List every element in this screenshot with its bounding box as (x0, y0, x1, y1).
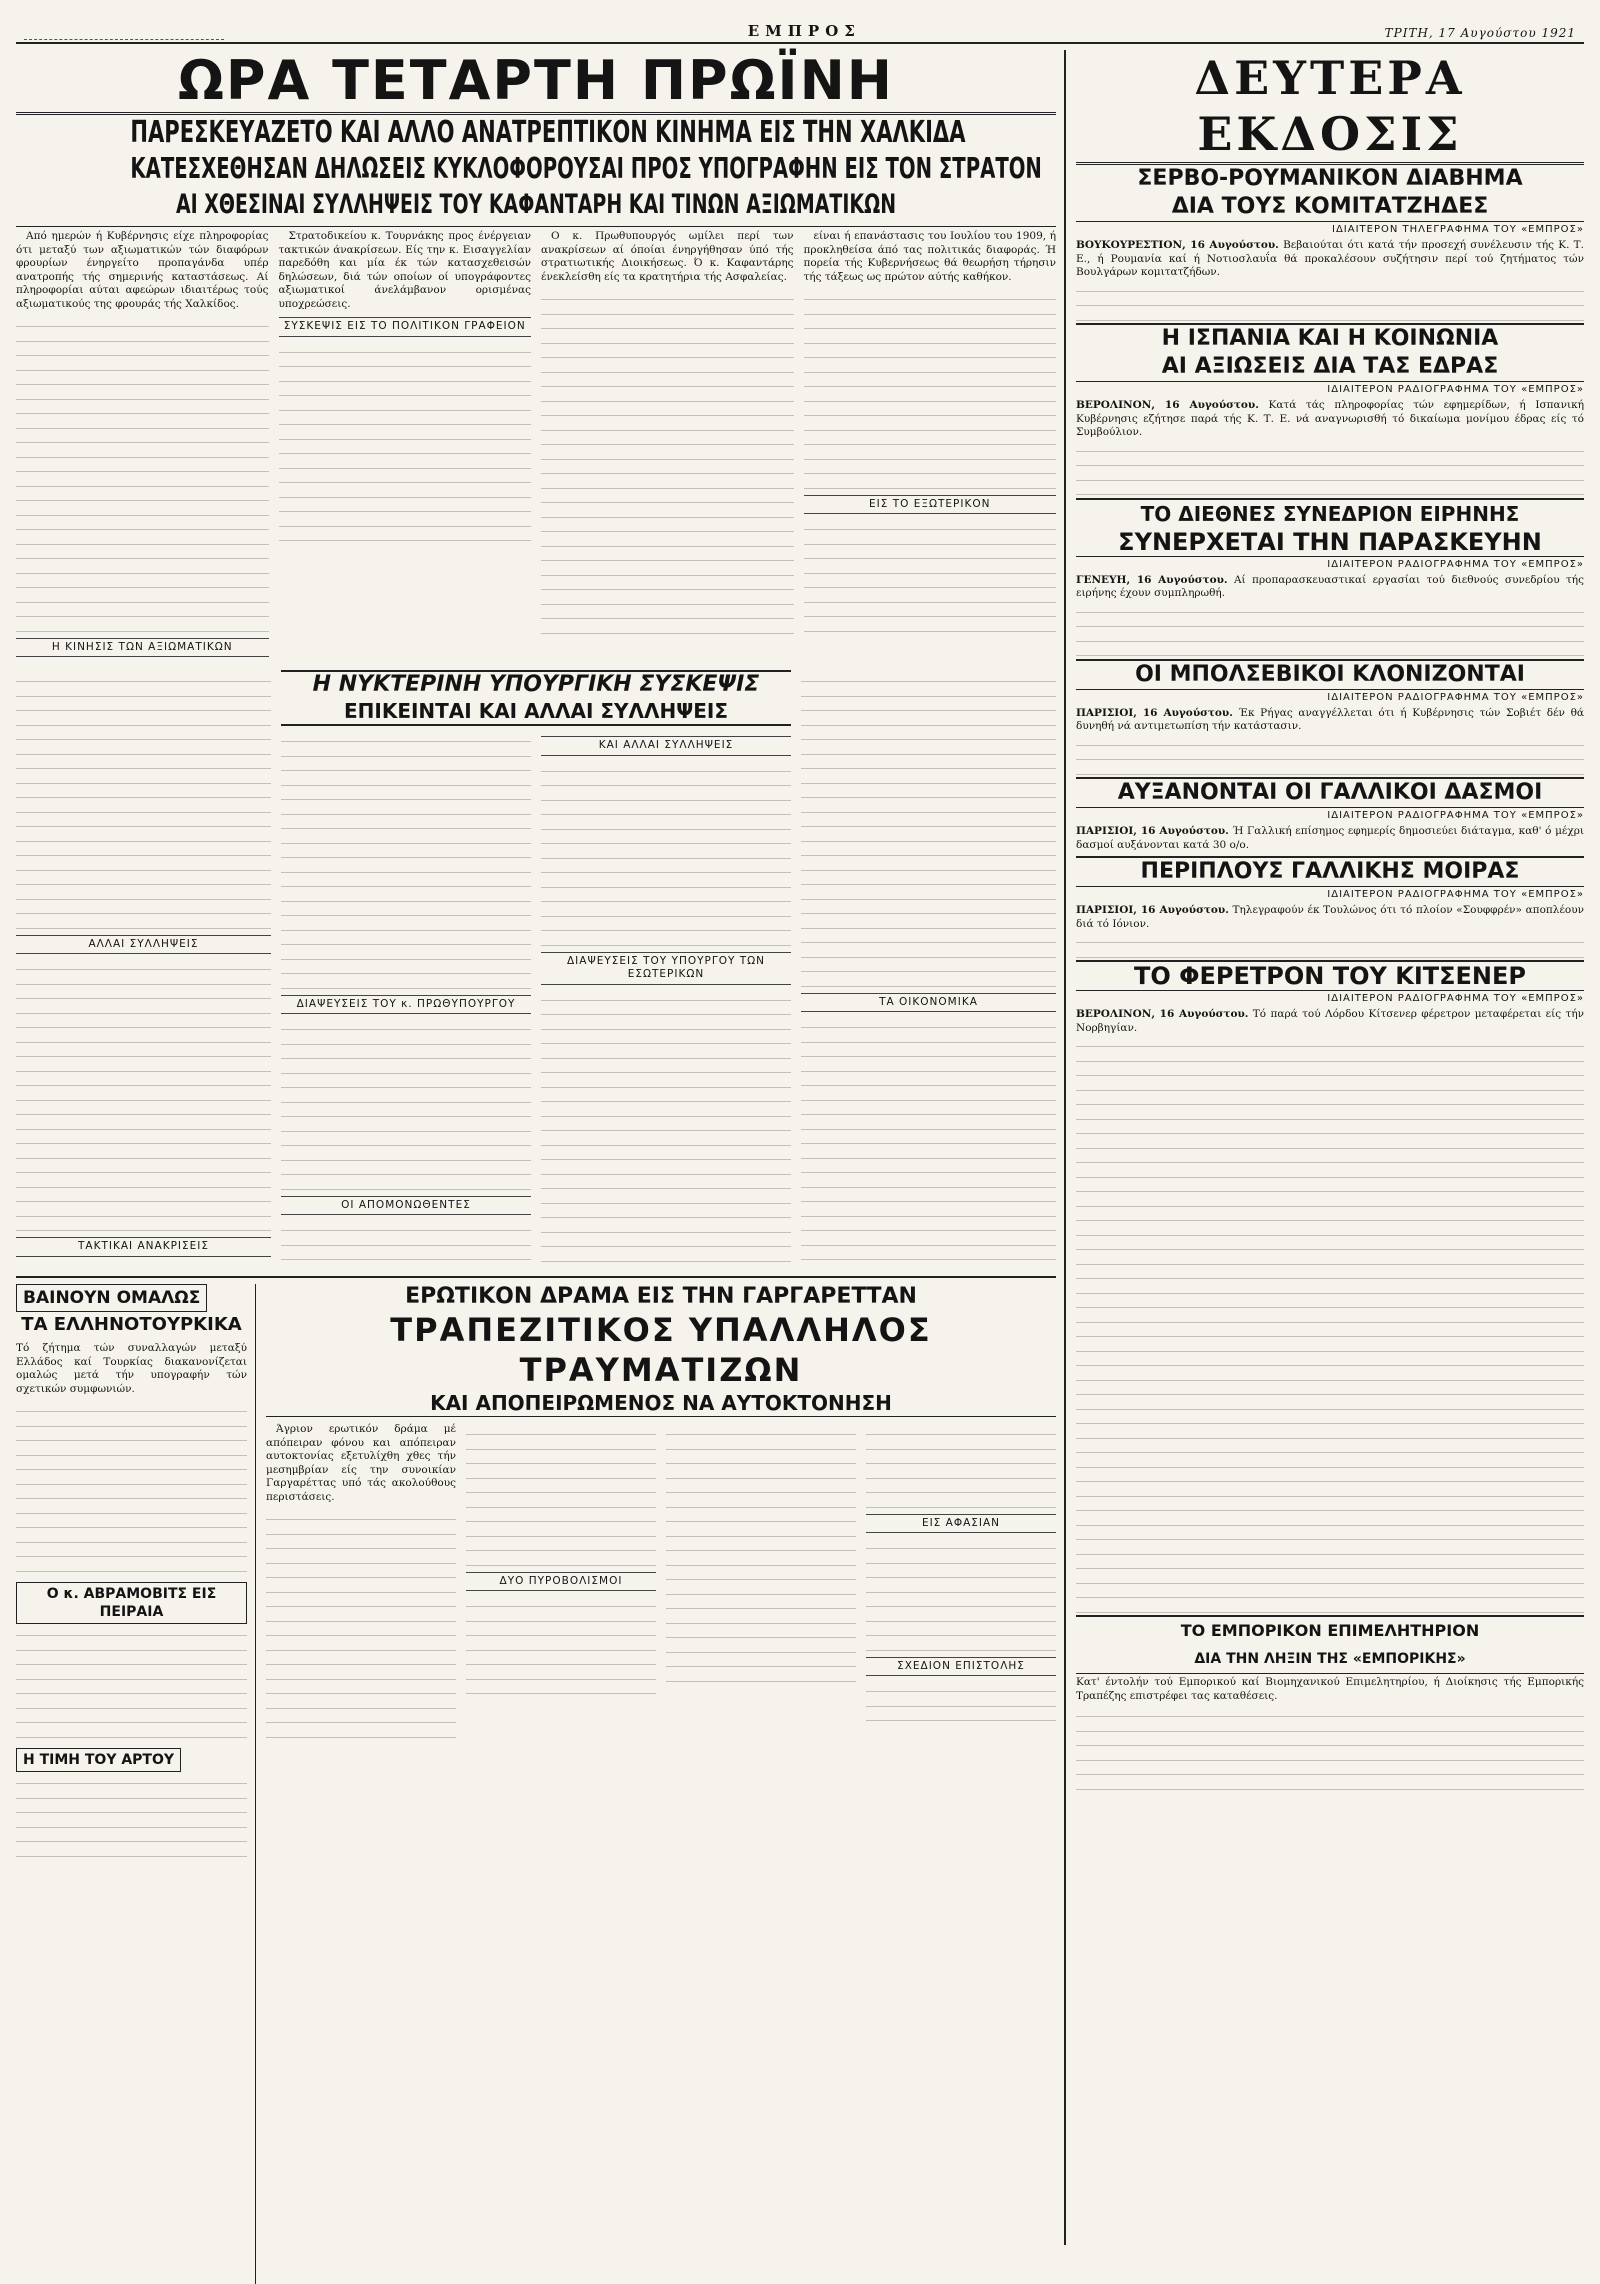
side-h3a: ΤΟ ΔΙΕΘΝΕΣ ΣΥΝΕΔΡΙΟΝ ΕΙΡΗΝΗΣ (1076, 498, 1584, 528)
side-lines-2 (1076, 440, 1584, 496)
headline-rule (16, 226, 1056, 227)
middle-col-b-lines-2 (541, 989, 791, 1271)
column-1-cont (16, 670, 271, 1270)
middle-center-columns (281, 730, 791, 1270)
side-radio-tag-2: ΙΔΙΑΙΤΕΡΟΝ ΡΑΔΙΟΓΡΑΦΗΜΑ ΤΟΥ «ΕΜΠΡΟΣ» (1327, 384, 1584, 395)
subhead-other-arrests: ΑΛΛΑΙ ΣΥΛΛΗΨΕΙΣ (16, 935, 271, 955)
top-columns (16, 230, 1056, 670)
mid-headline-2: ΕΠΙΚΕΙΝΤΑΙ ΚΑΙ ΑΛΛΑΙ ΣΥΛΛΗΨΕΙΣ (281, 698, 791, 726)
left-headline-3: Ο κ. ΑΒΡΑΜΟΒΙΤΣ ΕΙΣ ΠΕΙΡΑΙΑ (16, 1582, 247, 1624)
side-story-1 (1076, 239, 1584, 280)
drama-section-3: ΣΧΕΔΙΟΝ ΕΠΙΣΤΟΛΗΣ (866, 1657, 1056, 1677)
drama-paragraph: Άγριον ερωτικόν δράμα μέ απόπειραν φόνου και απόπειραν αυτοκτονίας εξετυλίχθη χθες τήν μεσημβρίαν είς την συνοικίαν Γαργαρέττας υπό τάς ακολούθους περιστάσεις. (266, 1423, 456, 1503)
side-wire-tag-1: ΙΔΙΑΙΤΕΡΟΝ ΤΗΛΕΓΡΑΦΗΜΑ ΤΟΥ «ΕΜΠΡΟΣ» (1332, 224, 1584, 235)
side-story-3 (1076, 574, 1584, 601)
paper-name: ΕΜΠΡΟΣ (747, 22, 861, 40)
drama-subheadline: ΚΑΙ ΑΠΟΠΕΙΡΩΜΕΝΟΣ ΝΑ ΑΥΤΟΚΤΟΝΗΣΗ (266, 1390, 1056, 1417)
main-section (16, 50, 1066, 2245)
drama-kicker: ΕΡΩΤΙΚΟΝ ΔΡΑΜΑ ΕΙΣ ΤΗΝ ΓΑΡΓΑΡΕΤΤΑΝ (405, 1284, 917, 1309)
headline-2: ΚΑΤΕΣΧΕΘΗΣΑΝ ΔΗΛΩΣΕΙΣ ΚΥΚΛΟΦΟΡΟΥΣΑΙ ΠΡΟΣ ΥΠΟΓΡΑΦΗΝ ΕΙΣ ΤΟΝ ΣΤΡΑΤΟΝ (130, 152, 1042, 185)
newspaper-page (16, 16, 1584, 2249)
drama-col-2-lines (466, 1423, 656, 1566)
side-dateline-2: ΒΕΡΟΛΙΝΟΝ, 16 Αυγούστου. (1076, 399, 1259, 411)
side-h2a: Η ΙΣΠΑΝΙΑ ΚΑΙ Η ΚΟΙΝΩΝΙΑ (1076, 323, 1584, 353)
middle-col-a-lines-2 (281, 1018, 531, 1190)
side-paragraph-6: Τηλεγραφούν έκ Τουλώνος ότι τό πλοίον «Σουφφρέν» αποπλέουν διά τό Ιόνιον. (1076, 904, 1584, 930)
side-dateline-4: ΠΑΡΙΣΙΟΙ, 16 Αυγούστου. (1076, 706, 1233, 719)
page-body (16, 50, 1584, 2245)
side-h4: ΟΙ ΜΠΟΛΣΕΒΙΚΟΙ ΚΛΟΝΙΖΟΝΤΑΙ (1076, 659, 1584, 690)
bottom-section (16, 1276, 1056, 2284)
middle-col-a-lines-3 (281, 1219, 531, 1270)
drama-columns (266, 1423, 1056, 1740)
column-4-cont-lines-2 (801, 1016, 1056, 1270)
mid-headline-1: Η ΝΥΚΤΕΡΙΝΗ ΥΠΟΥΡΓΙΚΗ ΣΥΣΚΕΨΙΣ (281, 670, 791, 698)
masthead (16, 16, 1584, 44)
drama-col-4-lines-3 (866, 1680, 1056, 1721)
side-lines-6 (1076, 931, 1584, 958)
side-story-6 (1076, 904, 1584, 931)
subhead-isolated: ΟΙ ΑΠΟΜΟΝΩΘΕΝΤΕΣ (281, 1196, 531, 1216)
side-h2b: ΑΙ ΑΞΙΩΣΕΙΣ ΔΙΑ ΤΑΣ ΕΔΡΑΣ (1076, 353, 1584, 382)
issue-date: ΤΡΙΤΗ, 17 Αυγούστου 1921 (1384, 26, 1576, 40)
column-3-text-lines (541, 288, 794, 634)
side-radio-tag-7: ΙΔΙΑΙΤΕΡΟΝ ΡΑΔΙΟΓΡΑΦΗΜΑ ΤΟΥ «ΕΜΠΡΟΣ» (1327, 993, 1584, 1004)
edition-banner: ΩΡΑ ΤΕΤΑΡΤΗ ΠΡΩΪΝΗ (16, 50, 1056, 115)
side-radio-tag-6: ΙΔΙΑΙΤΕΡΟΝ ΡΑΔΙΟΓΡΑΦΗΜΑ ΤΟΥ «ΕΜΠΡΟΣ» (1327, 889, 1584, 900)
column-4-cont (801, 670, 1056, 1270)
column-4-text-lines (804, 288, 1057, 489)
side-h1b: ΔΙΑ ΤΟΥΣ ΚΟΜΙΤΑΤΖΗΔΕΣ (1076, 193, 1584, 222)
subhead-economics: ΤΑ ΟΙΚΟΝΟΜΙΚΑ (801, 993, 1056, 1013)
masthead-left-rule (24, 39, 224, 40)
left-headline-4: Η ΤΙΜΗ ΤΟΥ ΑΡΤΟΥ (16, 1748, 181, 1772)
bottom-left-column (16, 1284, 256, 2284)
middle-col-b (541, 730, 791, 1270)
middle-col-a (281, 730, 531, 1270)
drama-headline: ΤΡΑΠΕΖΙΤΙΚΟΣ ΥΠΑΛΛΗΛΟΣ ΤΡΑΥΜΑΤΙΖΩΝ (390, 1311, 932, 1389)
side-story-5 (1076, 825, 1584, 852)
side-h6: ΠΕΡΙΠΛΟΥΣ ΓΑΛΛΙΚΗΣ ΜΟΙΡΑΣ (1076, 856, 1584, 887)
drama-col-1-lines (266, 1508, 456, 1738)
side-lines-7 (1076, 1035, 1584, 1613)
second-edition-section (1066, 50, 1584, 2245)
subhead-interior-denials: ΔΙΑΨΕΥΣΕΙΣ ΤΟΥ ΥΠΟΥΡΓΟΥ ΤΩΝ ΕΣΩΤΕΡΙΚΩΝ (541, 952, 791, 985)
drama-col-3-lines (666, 1423, 856, 1682)
column-4-paragraph: είναι ή επανάστασις του Ιουλίου του 1909, ή προκληθείσα άπό τας πολιτικάς διαφοράς. Ή πορεία τής Κυβερνήσεως θά θεωρήση τήρησιν τής τάξεως ως πρώτον αύτής καθήκον. (803, 230, 1056, 283)
side-paragraph-7: Τό παρά τού Λόρδου Κίτσενερ φέρετρον μεταφέρεται είς τήν Νορβηγίαν. (1076, 1008, 1584, 1034)
headline-3: ΑΙ ΧΘΕΣΙΝΑΙ ΣΥΛΛΗΨΕΙΣ ΤΟΥ ΚΑΦΑΝΤΑΡΗ ΚΑΙ ΤΙΝΩΝ ΑΞΙΩΜΑΤΙΚΩΝ (175, 189, 897, 220)
column-3 (541, 230, 794, 670)
side-paragraph-1: Βεβαιούται ότι κατά τήν προσεχή συνέλευσιν τής Κ. Τ. Ε., ή Ρουμανία καί ή Νοτιοσλαυΐα θά προκαλέσουν συζήτησιν περί τού ζητήματος τών Βουλγάρων κομιτατζήδων. (1076, 239, 1584, 278)
column-1-text-lines-2 (16, 661, 269, 670)
side-radio-tag-3: ΙΔΙΑΙΤΕΡΟΝ ΡΑΔΙΟΓΡΑΦΗΜΑ ΤΟΥ «ΕΜΠΡΟΣ» (1327, 558, 1584, 570)
second-edition-banner: ΔΕΥΤΕΡΑ ΕΚΔΟΣΙΣ (1076, 50, 1584, 165)
side-h5: ΑΥΞΑΝΟΝΤΑΙ ΟΙ ΓΑΛΛΙΚΟΙ ΔΑΣΜΟΙ (1076, 777, 1584, 808)
side-lines-1 (1076, 280, 1584, 321)
middle-center (281, 670, 791, 1270)
subhead-consultation: ΣΥΣΚΕΨΙΣ ΕΙΣ ΤΟ ΠΟΛΙΤΙΚΟΝ ΓΡΑΦΕΙΟΝ (279, 317, 532, 337)
side-story-7 (1076, 1008, 1584, 1035)
side-paragraph-8: Κατ' έντολήν τού Εμπορικού καί Βιομηχανικού Επιμελητηρίου, ή Διοίκησις τής Εμπορικής Τραπέζης επιστρέφει τας καταθέσεις. (1076, 1676, 1584, 1702)
subhead-inquiries: ΤΑΚΤΙΚΑΙ ΑΝΑΚΡΙΣΕΙΣ (16, 1237, 271, 1257)
drama-col-3 (666, 1423, 856, 1740)
left-lines-1 (16, 1400, 247, 1572)
side-radio-tag-5: ΙΔΙΑΙΤΕΡΟΝ ΡΑΔΙΟΓΡΑΦΗΜΑ ΤΟΥ «ΕΜΠΡΟΣ» (1327, 810, 1584, 821)
left-headline-1: ΒΑΙΝΟΥΝ ΟΜΑΛΩΣ (16, 1284, 207, 1312)
side-h1a: ΣΕΡΒΟ-ΡΟΥΜΑΝΙΚΟΝ ΔΙΑΒΗΜΑ (1137, 166, 1523, 191)
side-dateline-5: ΠΑΡΙΣΙΟΙ, 16 Αυγούστου. (1076, 825, 1229, 837)
side-radio-tag-4: ΙΔΙΑΙΤΕΡΟΝ ΡΑΔΙΟΓΡΑΦΗΜΑ ΤΟΥ «ΕΜΠΡΟΣ» (1327, 691, 1584, 703)
column-2 (279, 230, 532, 670)
column-1-text-lines (16, 315, 269, 632)
side-lines-8 (1076, 1705, 1584, 1790)
subhead-pm-denials: ΔΙΑΨΕΥΣΕΙΣ ΤΟΥ κ. ΠΡΩΘΥΠΟΥΡΓΟΥ (281, 995, 531, 1015)
drama-col-1 (266, 1423, 456, 1740)
side-h8a: ΤΟ ΕΜΠΟΡΙΚΟΝ ΕΠΙΜΕΛΗΤΗΡΙΟΝ (1076, 1615, 1584, 1645)
column-1-cont-lines-2 (16, 958, 271, 1231)
column-2-paragraph: Στρατοδικείου κ. Τουρνάκης προς ένέργειαν τακτικών άνακρίσεων. Είς την κ. Εισαγγελίαν παρεδόθη και μία έκ τών κατασχεθεισών δηλώσεων, διά τών οποίων οί υπογράφοντες αξιωματικοί άνελάμβανον ορισμένας υποχρεώσεις. (278, 230, 531, 310)
drama-col-2 (466, 1423, 656, 1740)
column-1-cont-lines-3 (16, 1261, 271, 1271)
side-dateline-1: ΒΟΥΚΟΥΡΕΣΤΙΟΝ, 16 Αυγούστου. (1076, 239, 1279, 251)
column-3-paragraph: Ο κ. Πρωθυπουργός ωμίλει περί των ανακρίσεων αί όποίαι ένηργήθησαν ύπό τής στρατιωτικής Διοικήσεως. Ό κ. Καφαντάρης ένεκλείσθη είς τα κρατητήρια τής Ασφαλείας. (541, 230, 794, 283)
middle-band (16, 670, 1056, 1270)
drama-col-4 (866, 1423, 1056, 1740)
side-paragraph-2: Κατά τάς πληροφορίας τών εφημερίδων, ή Ισπανική Κυβέρνησις εζήτησε παρά τής Κ. Τ. Ε. νά αναγνωρισθή τό δικαίωμα μονίμου έδρας είς τό Συμβούλιον. (1076, 399, 1584, 438)
left-lines-3 (16, 1772, 247, 1857)
column-1-cont-lines (16, 670, 271, 929)
side-paragraph-5: Ή Γαλλική επίσημος εφημερίς δημοσιεύει διάταγμα, καθ' ό μέχρι δασμοί αυξάνονται κατά 30 ο/ο. (1076, 825, 1584, 851)
drama-col-4-lines (866, 1423, 1056, 1508)
headline-1: ΠΑΡΕΣΚΕΥΑΖΕΤΟ ΚΑΙ ΑΛΛΟ ΑΝΑΤΡΕΠΤΙΚΟΝ ΚΙΝΗΜΑ ΕΙΣ ΤΗΝ ΧΑΛΚΙΔΑ (130, 115, 966, 150)
side-h3b: ΣΥΝΕΡΧΕΤΑΙ ΤΗΝ ΠΑΡΑΣΚΕΥΗΝ (1076, 528, 1584, 557)
side-h7: ΤΟ ΦΕΡΕΤΡΟΝ ΤΟΥ ΚΙΤΣΕΝΕΡ (1076, 960, 1584, 991)
side-lines-4 (1076, 734, 1584, 775)
column-1 (16, 230, 269, 670)
left-headline-2: ΤΑ ΕΛΛΗΝΟΤΟΥΡΚΙΚΑ (21, 1314, 242, 1335)
side-h8b: ΔΙΑ ΤΗΝ ΛΗΞΙΝ ΤΗΣ «ΕΜΠΟΡΙΚΗΣ» (1076, 1645, 1584, 1674)
side-story-4 (1076, 707, 1584, 734)
subhead-abroad: ΕΙΣ ΤΟ ΕΞΩΤΕΡΙΚΟΝ (804, 495, 1057, 515)
side-dateline-7: ΒΕΡΟΛΙΝΟΝ, 16 Αυγούστου. (1076, 1008, 1249, 1020)
subhead-officers: Η ΚΙΝΗΣΙΣ ΤΩΝ ΑΞΙΩΜΑΤΙΚΩΝ (16, 638, 269, 658)
side-story-2 (1076, 399, 1584, 440)
drama-col-4-lines-2 (866, 1537, 1056, 1651)
column-2-text-lines (279, 341, 532, 542)
drama-section-2: ΕΙΣ ΑΦΑΣΙΑΝ (866, 1514, 1056, 1534)
column-4-text-lines-2 (804, 518, 1057, 632)
side-paragraph-4: Έκ Ρήγας αναγγέλλεται ότι ή Κυβέρνησις τών Σοβιέτ δέν θά δυνηθή νά αντιμετωπίση τήν κατάστασιν. (1076, 706, 1584, 732)
drama-story (256, 1284, 1056, 2284)
left-paragraph: Τό ζήτημα τών συναλλαγών μεταξύ Ελλάδος καί Τουρκίας διακανονίζεται ομαλώς μετά τήν υπογραφήν τών σχετικών συμφωνιών. (16, 1342, 247, 1395)
drama-section-1: ΔΥΟ ΠΥΡΟΒΟΛΙΣΜΟΙ (466, 1572, 656, 1592)
middle-col-b-lines (541, 760, 791, 946)
subhead-more-arrests: ΚΑΙ ΑΛΛΑΙ ΣΥΛΛΗΨΕΙΣ (541, 736, 791, 756)
side-paragraph-3: Αί προπαρασκευαστικαί εργασίαι τού διεθνούς συνεδρίου τής ειρήνης έχουν συμπληρωθή. (1076, 573, 1584, 599)
column-4 (804, 230, 1057, 670)
side-dateline-3: ΓΕΝΕΥΗ, 16 Αυγούστου. (1076, 573, 1228, 586)
drama-col-2-lines-2 (466, 1595, 656, 1694)
column-4-cont-lines (801, 670, 1056, 987)
middle-col-a-lines (281, 730, 531, 989)
left-lines-2 (16, 1624, 247, 1738)
side-lines-3 (1076, 601, 1584, 657)
side-dateline-6: ΠΑΡΙΣΙΟΙ, 16 Αυγούστου. (1076, 904, 1229, 916)
lead-paragraph: Από ημερών ή Κυβέρνησις είχε πληροφορίας ότι μεταξύ των αξιωματικών τών διαφόρων φρουρίων ένηργείτο προπαγάνδα υπέρ ανατροπής τής σημερινής καταστάσεως. Αί πληροφορίαι αύται αφεώρων ιδιαιτέρως τούς αξιωματικούς της φρουράς τής Χαλκίδος. (16, 230, 269, 310)
